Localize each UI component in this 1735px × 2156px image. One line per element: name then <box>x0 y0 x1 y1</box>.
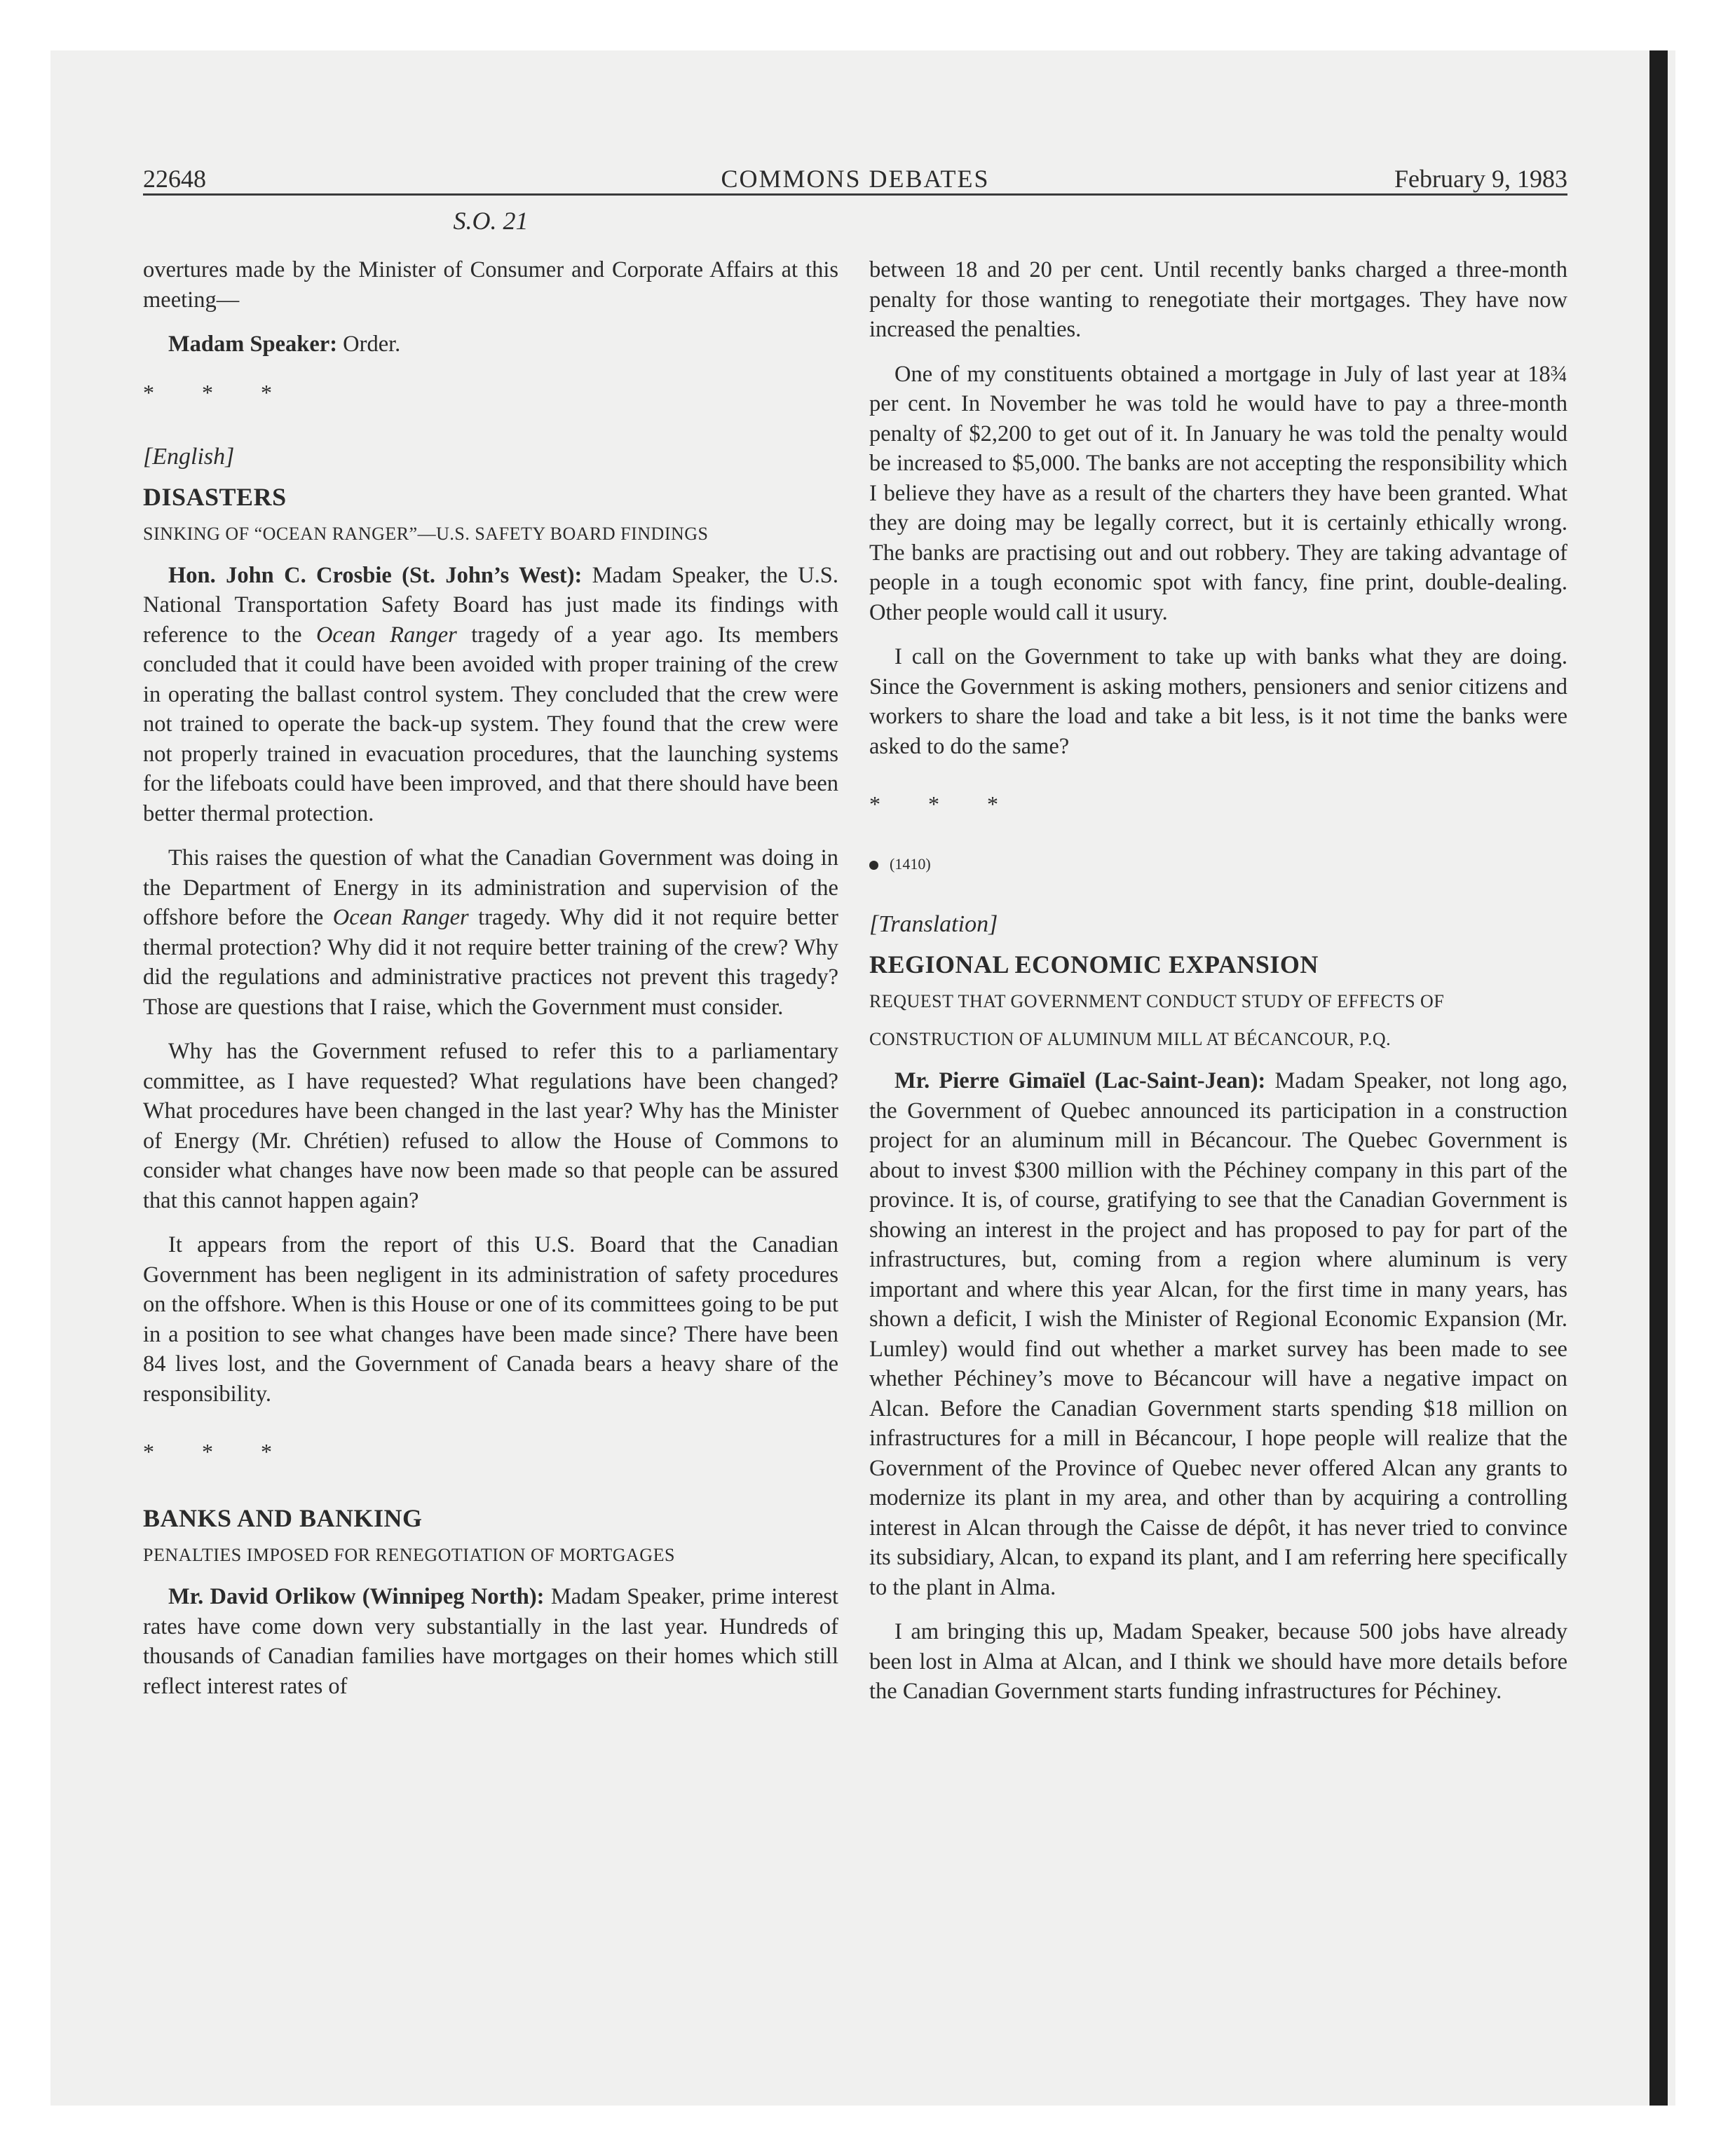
publication-title: COMMONS DEBATES <box>721 165 990 193</box>
section-heading: BANKS AND BANKING <box>143 1504 423 1532</box>
section-heading: DISASTERS <box>143 482 287 511</box>
time-marker: (1410) <box>869 850 1567 879</box>
paragraph: Mr. Pierre Gimaïel (Lac-Saint-Jean): Madam Speaker, not long ago, the Government of Quebec announced its participation in a construction project for an aluminum mill in Bécancour. The Quebec Government is about to invest $300 million with the Péchiney company in this part of the province. It is, of course, gratifying to see that the Canadian Government is showing an interest in the project and has proposed to pay for part of the infrastructures, but, coming from a region where aluminum is very important and where this year Alcan, for the first time in many years, has shown a deficit, I wish the Minister of Regional Economic Expansion (Mr. Lumley) would find out whether a market survey has been made to see whether Péchiney’s move to Bécancour will have a negative impact on Alcan. Before the Canadian Government starts spending $18 million on infrastructures for a mill in Bécancour, I hope people will realize that the Government of the Province of Quebec never offered Alcan any grants to modernize its plant in my area, and other than by acquiring a controlling interest in Alcan through the Caisse de dépôt, it has never tried to convince its subsidiary, Alcan, to expand its plant, and I am referring here specifically to the plant in Alma. <box>869 1068 1567 1600</box>
speaker-name: Mr. David Orlikow (Winnipeg North): <box>168 1584 545 1609</box>
subheading: SINKING OF “OCEAN RANGER”—U.S. SAFETY BOARD FINDINGS <box>143 523 709 544</box>
page-header <box>143 163 1567 195</box>
paragraph: It appears from the report of this U.S. Board that the Canadian Government has been negligent in its administration of safety procedures on the offshore. When is this House or one of its committees going to be put in a position to see what changes have been made since? There have been 84 lives lost, and the Government of Canada bears a heavy share of the responsibility. <box>143 1232 838 1407</box>
paragraph: Why has the Government refused to refer this to a parliamentary committee, as I have requested? What regulations have been changed? What procedures have been changed in the last year? Why has the Minister of Energy (Mr. Chrétien) refused to allow the House of Commons to consider what changes have now been made so that people can be assured that this cannot happen again? <box>143 1039 838 1213</box>
paragraph: I am bringing this up, Madam Speaker, because 500 jobs have already been lost in Alma at Alcan, and I think we should have more details before the Canadian Government starts funding infrastructures for Péchiney. <box>869 1619 1567 1704</box>
binding-edge <box>1649 50 1668 2106</box>
left-column <box>143 255 838 1716</box>
section-break: * * * <box>143 379 293 405</box>
paragraph: I call on the Government to take up with banks what they are doing. Since the Government is asking mothers, pensioners and senior citizens and workers to share the load and take a bit less, is it not time the banks were asked to do the same? <box>869 644 1567 759</box>
paragraph: overtures made by the Minister of Consumer and Corporate Affairs at this meeting— <box>143 257 838 313</box>
header-rule <box>143 193 1567 196</box>
section-heading: REGIONAL ECONOMIC EXPANSION <box>869 950 1319 978</box>
speaker-name: Mr. Pierre Gimaïel (Lac-Saint-Jean): <box>894 1068 1266 1093</box>
bullet-icon <box>869 861 878 870</box>
section-break: * * * <box>143 1439 293 1464</box>
section-break: * * * <box>869 791 1019 817</box>
language-tag: [English] <box>143 443 235 470</box>
subheading: REQUEST THAT GOVERNMENT CONDUCT STUDY OF EFFECTS OF <box>869 991 1445 1011</box>
paragraph: Hon. John C. Crosbie (St. John’s West): Madam Speaker, the U.S. National Transportation Safety Board has just made its findings with reference to the Ocean Ranger tragedy of a year ago. Its members concluded that it could have been avoided with proper training of the crew in operating the ballast control system. They concluded that the crew were not trained to operate the back-up system. They found that the crew were not properly trained in evacuation procedures, that the launching systems for the lifeboats could have been improved, and that there should have been better thermal protection. <box>143 562 838 826</box>
language-tag: [Translation] <box>869 911 998 937</box>
section-tag: S.O. 21 <box>453 207 529 235</box>
page-number: 22648 <box>143 165 206 193</box>
paragraph: One of my constituents obtained a mortgage in July of last year at 18¾ per cent. In November he was told he would have to pay a three-month penalty of $2,200 to get out of it. In January he was told the penalty would be increased to $5,000. The banks are not accepting the responsibility which I believe they have as a result of the charters they have been granted. What they are doing may be legally correct, but it is certainly ethically wrong. The banks are practising out and out robbery. They are taking advantage of people in a tough economic spot with fancy, fine print, double-dealing. Other people would call it usury. <box>869 361 1567 625</box>
subheading: PENALTIES IMPOSED FOR RENEGOTIATION OF MORTGAGES <box>143 1545 675 1565</box>
right-column <box>869 255 1567 1721</box>
subheading: CONSTRUCTION OF ALUMINUM MILL AT BÉCANCOUR, P.Q. <box>869 1029 1392 1049</box>
paragraph: Mr. David Orlikow (Winnipeg North): Madam Speaker, prime interest rates have come down very substantially in the last year. Hundreds of thousands of Canadian families have mortgages on their homes which still reflect interest rates of <box>143 1584 838 1699</box>
speaker-name: Hon. John C. Crosbie (St. John’s West): <box>168 562 583 588</box>
speaker-name: Madam Speaker: <box>168 332 338 357</box>
paragraph: This raises the question of what the Canadian Government was doing in the Department of Energy in its administration and supervision of the offshore before the Ocean Ranger tragedy. Why did it not require better thermal protection? Why did it not require better training of the crew? Why did the regulations and administrative practices not prevent this tragedy? Those are questions that I raise, which the Government must consider. <box>143 845 839 1020</box>
paragraph: Madam Speaker: Order. <box>168 332 401 357</box>
paragraph: between 18 and 20 per cent. Until recently banks charged a three-month penalty for those wanting to renegotiate their mortgages. They have now increased the penalties. <box>869 257 1567 342</box>
page-date: February 9, 1983 <box>1394 165 1567 193</box>
